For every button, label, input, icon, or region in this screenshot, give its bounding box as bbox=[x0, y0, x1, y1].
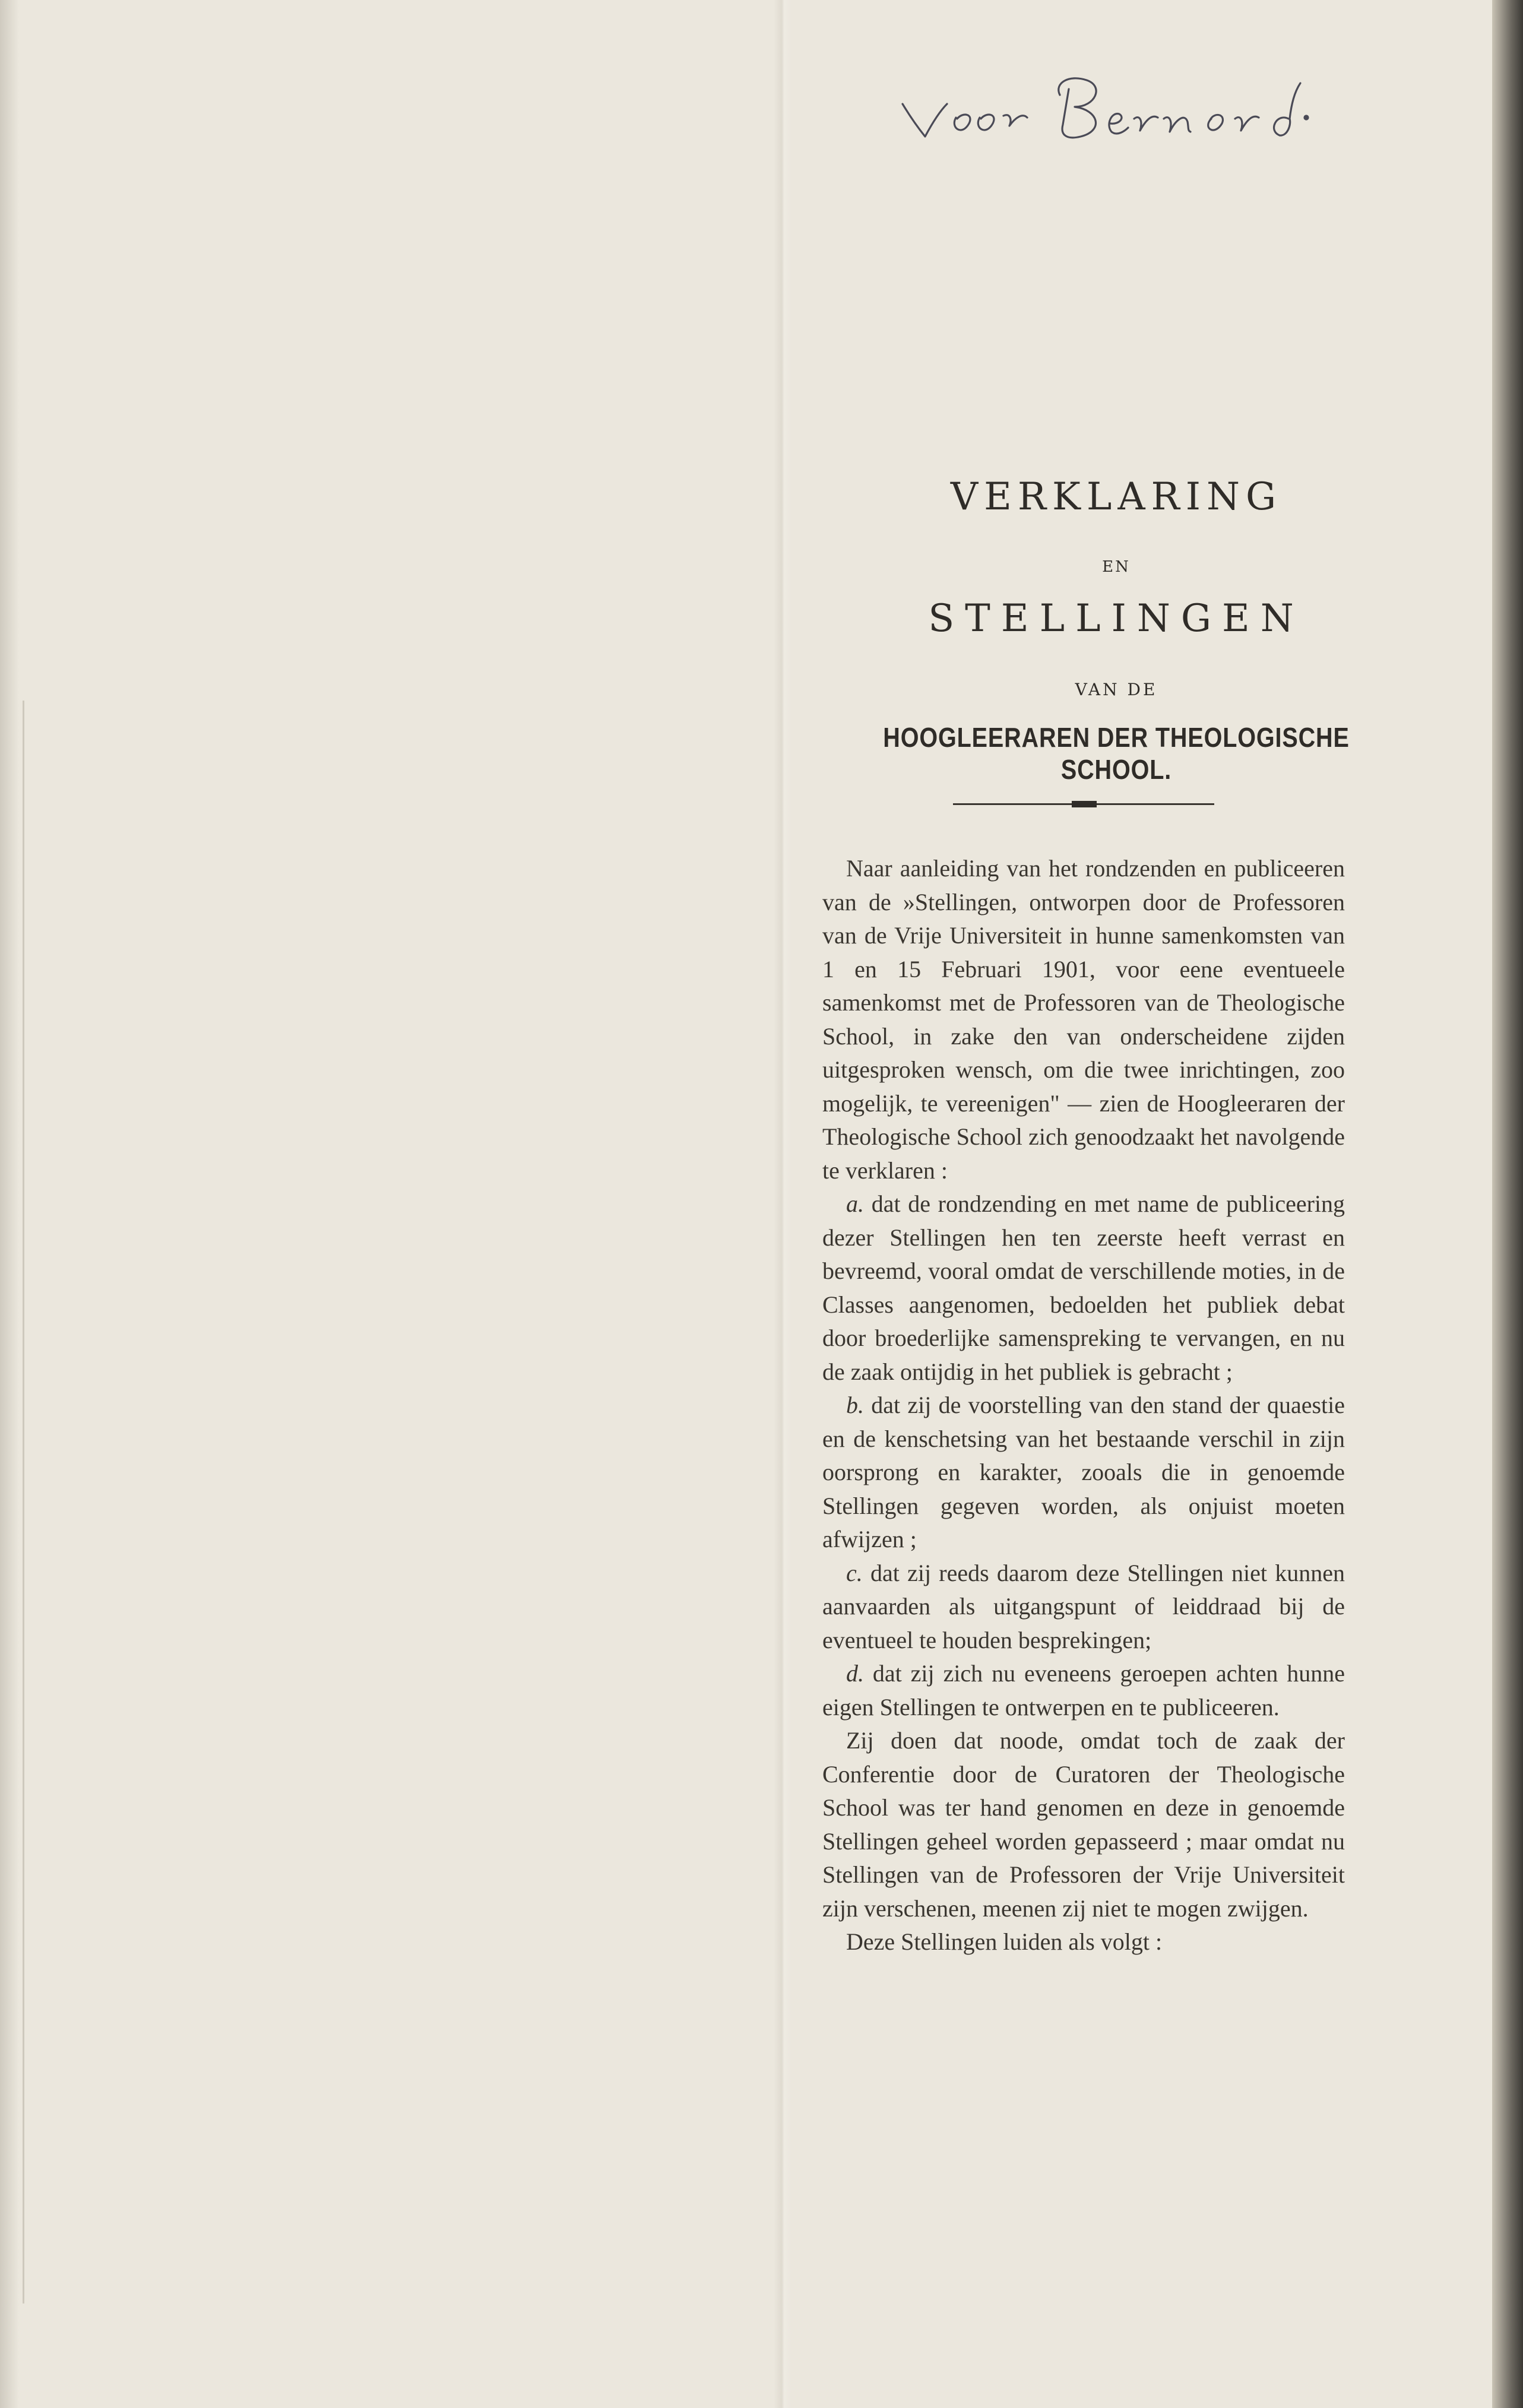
title-connector: EN bbox=[1102, 558, 1131, 576]
document-authors: HOOGLEERAREN DER THEOLOGISCHE SCHOOL. bbox=[883, 722, 1350, 785]
item-marker: b. bbox=[846, 1392, 864, 1418]
document-title: VERKLARING bbox=[950, 475, 1283, 519]
item-marker: d. bbox=[846, 1660, 864, 1687]
paragraph-d bbox=[822, 1657, 1345, 1724]
paragraph-c bbox=[822, 1557, 1345, 1658]
item-marker: a. bbox=[846, 1190, 864, 1217]
decorative-rule-center bbox=[1072, 801, 1097, 807]
paragraph-a bbox=[822, 1187, 1345, 1389]
paragraph-intro: Naar aanleiding van het rondzenden en publiceeren van de »Stellingen, ontworpen door de Professoren van de Vrije Universiteit in hunne samenkomsten van 1 en 15 Februari 1901, voor eene eventueele samenkomst met de Professoren van de Theologische School, in zake den van onderscheidene zijden uitgesproken wensch, om die twee inrichtingen, zoo mogelijk, te vereenigen" — zien de Hoogleeraren der Theologische School zich genoodzaakt het navolgende te verklaren : bbox=[822, 855, 1345, 1184]
paragraph-closing: Deze Stellingen luiden als volgt : bbox=[846, 1928, 1163, 1955]
page-left-shadow bbox=[0, 0, 19, 2408]
title-of: VAN DE bbox=[1075, 680, 1158, 699]
item-text: dat zij reeds daarom deze Stellingen niet kunnen aanvaarden als uitgangspunt of leiddraad bij de eventueel te houden besprekingen; bbox=[822, 1559, 1345, 1653]
document-subtitle: STELLINGEN bbox=[928, 597, 1304, 641]
paragraph-conclusion: Zij doen dat noode, omdat toch de zaak der Conferentie door de Curatoren der Theologische School was ter hand genomen en deze in genoemde Stellingen geheel worden gepasseerd ; maar omdat nu Stellingen van de Professoren der Vrije Universiteit zijn verschenen, meenen zij niet te mogen zwijgen. bbox=[822, 1727, 1345, 1922]
item-text: dat zij de voorstelling van den stand der quaestie en de kenschetsing van het bestaande verschil in zijn oorsprong en karakter, zooals die in genoemde Stellingen gegeven worden, als onjuist moeten afwijzen ; bbox=[822, 1392, 1345, 1552]
paragraph-b bbox=[822, 1389, 1345, 1557]
handwritten-note bbox=[891, 47, 1342, 178]
item-text: dat zij zich nu eveneens geroepen achten hunne eigen Stellingen te ontwerpen en te publiceeren. bbox=[822, 1660, 1345, 1721]
item-text: dat de rondzending en met name de publiceering dezer Stellingen hen ten zeerste heeft verrast en bevreemd, vooral omdat de verschillende moties, in de Classes aangenomen, bedoelden het publiek debat door broederlijke samenspreking te vervangen, en nu de zaak ontijdig in het publiek is gebracht ; bbox=[822, 1190, 1345, 1385]
page-left-crease bbox=[23, 701, 24, 2304]
page-right-edge bbox=[1492, 0, 1523, 2408]
body-text bbox=[822, 852, 1345, 1959]
item-marker: c. bbox=[846, 1559, 863, 1586]
center-fold bbox=[774, 0, 791, 2408]
